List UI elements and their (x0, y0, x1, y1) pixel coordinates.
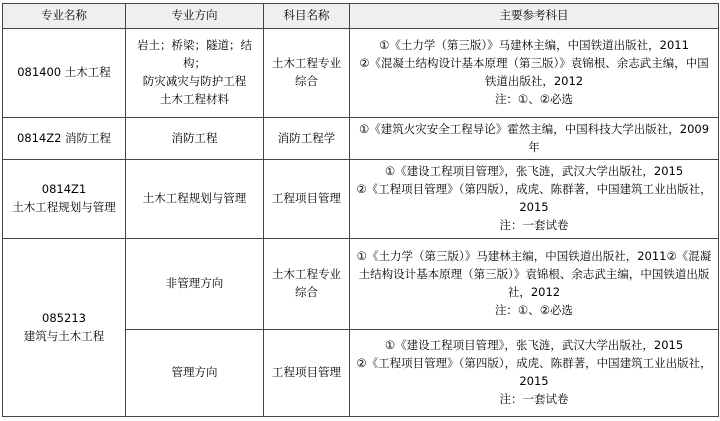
header-row (3, 4, 719, 29)
major-name: 081400 土木工程 (17, 65, 111, 80)
reference-line: 年 (528, 139, 540, 154)
direction-cell (126, 118, 264, 160)
reference-line: 铁道出版社，2012 (484, 74, 584, 88)
reference-note: 注：一套试卷 (499, 391, 569, 406)
direction-cell (126, 29, 264, 118)
table-row (3, 239, 719, 330)
reference-line: 社，2012 (507, 285, 561, 299)
table-row (3, 29, 719, 118)
direction-line: 消防工程 (171, 130, 218, 145)
major-name: 建筑与土木工程 (23, 328, 105, 343)
subject-line: 综合 (295, 285, 318, 299)
reference-line: 2015 (519, 200, 549, 214)
reference-note: 注：①、②必选 (494, 302, 574, 317)
references-cell (350, 330, 719, 417)
reference-line: ①《建设工程项目管理》，张飞涟，武汉大学出版社，2015 (384, 164, 684, 179)
direction-line: 土木工程材料 (160, 91, 229, 106)
references-cell (350, 239, 719, 330)
subject-line: 工程项目管理 (272, 191, 341, 206)
reference-line: ①《土力学（第三版）》马建林主编，中国铁道出版社，2011 (379, 38, 689, 53)
direction-cell (126, 160, 264, 239)
reference-note: 注：一套试卷 (499, 217, 569, 232)
subject-cell (264, 29, 350, 118)
major-cell (3, 118, 126, 160)
references-cell (350, 118, 719, 160)
reference-line: 2015 (519, 374, 549, 388)
subject-cell (264, 239, 350, 330)
reference-line: ①《建筑火灾安全工程导论》霍然主编，中国科技大学出版社，2009 (358, 121, 710, 136)
references-cell (350, 29, 719, 118)
major-cell (3, 239, 126, 417)
reference-line: ②《混凝土结构设计基本原理（第三版）》袁锦根、余志武主编，中国 (359, 56, 709, 71)
reference-line: ②《工程项目管理》（第四版），成虎、陈群著，中国建筑工业出版社， (356, 182, 712, 197)
subject-cell (264, 330, 350, 417)
subject-line: 工程项目管理 (272, 365, 341, 380)
reference-line: ①《土力学（第三版）》马建林主编，中国铁道出版社，2011②《混凝 (356, 249, 712, 264)
direction-line: 管理方向 (171, 365, 218, 380)
direction-line: 防灾减灾与防护工程 (142, 74, 247, 88)
reference-line: ①《建设工程项目管理》，张飞涟，武汉大学出版社，2015 (384, 338, 684, 353)
header-direction: 专业方向 (126, 4, 264, 29)
direction-line: 非管理方向 (165, 276, 224, 291)
direction-cell (126, 239, 264, 330)
major-name: 土木工程规划与管理 (12, 200, 116, 214)
subject-cell (264, 160, 350, 239)
subject-cell (264, 118, 350, 160)
major-code: 085213 (42, 310, 86, 325)
major-name: 0814Z2 消防工程 (16, 130, 112, 145)
subject-line: 土木工程专业 (272, 56, 341, 71)
reference-line: 土结构设计基本原理（第三版）》袁锦根、余志武主编，中国铁道出版 (358, 267, 710, 282)
subject-line: 土木工程专业 (272, 267, 341, 282)
header-references: 主要参考科目 (350, 4, 719, 29)
reference-line: ②《工程项目管理》（第四版），成虎、陈群著，中国建筑工业出版社， (356, 356, 712, 371)
direction-line: 土木工程规划与管理 (142, 191, 247, 206)
references-cell (350, 160, 719, 239)
header-major: 专业名称 (3, 4, 126, 29)
table-row (3, 160, 719, 239)
major-code: 0814Z1 (41, 182, 87, 197)
table-row (3, 118, 719, 160)
direction-line: 岩土；桥梁；隧道；结构； (137, 38, 252, 71)
subject-line: 消防工程学 (277, 130, 336, 145)
direction-cell (126, 330, 264, 417)
subject-line: 综合 (295, 74, 318, 88)
header-subject: 科目名称 (264, 4, 350, 29)
reference-note: 注：①、②必选 (494, 91, 574, 106)
major-cell (3, 29, 126, 118)
major-cell (3, 160, 126, 239)
reference-books-table (2, 3, 719, 417)
